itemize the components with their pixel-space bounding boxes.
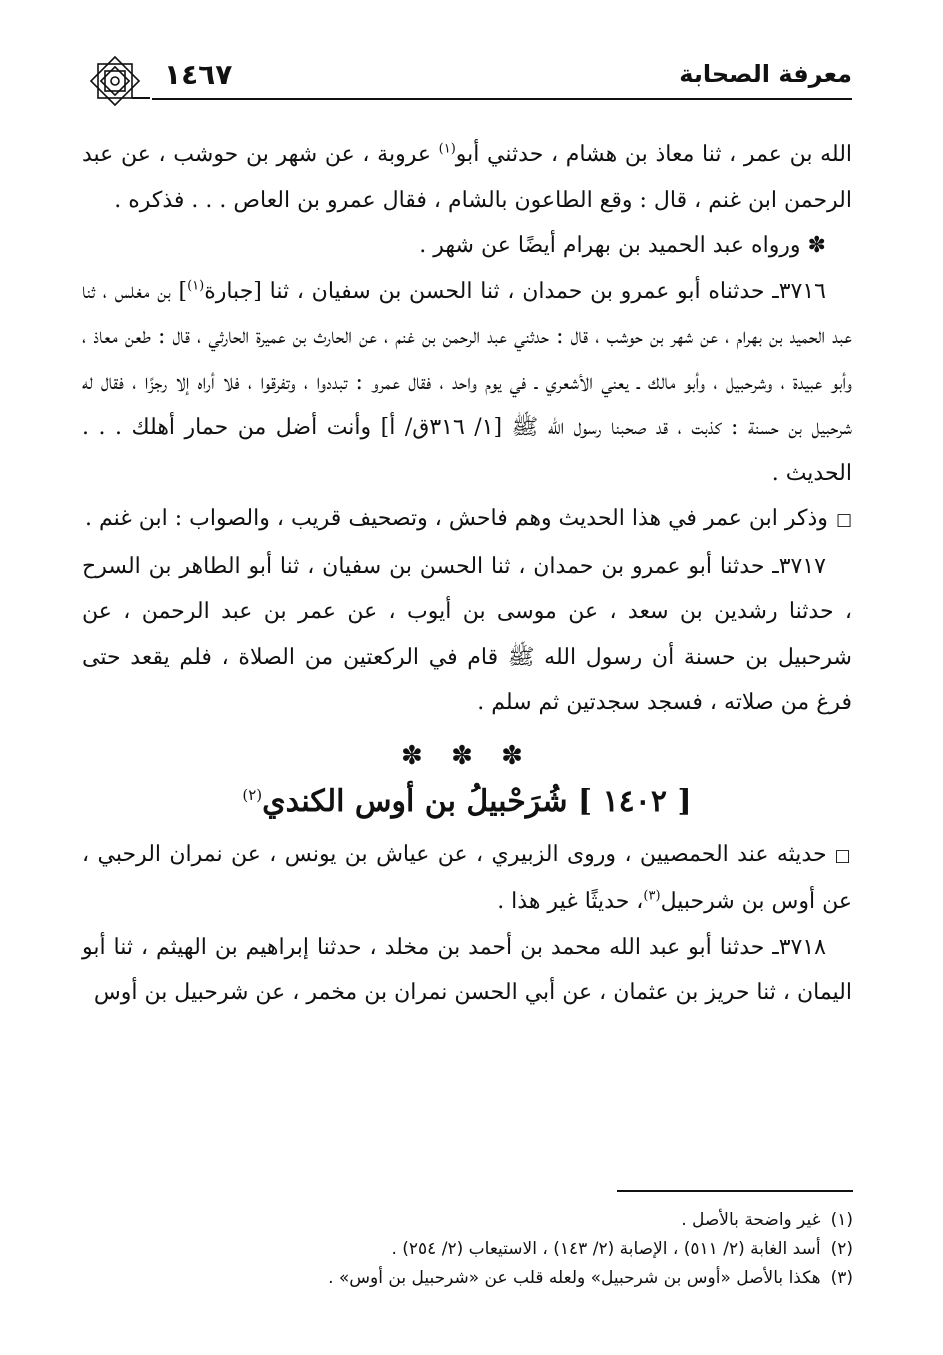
paragraph: الله بن عمر ، ثنا معاذ بن هشام ، حدثني أبو$^{(١)}$ عروبة ، عن شهر بن حوشب ، عن عبد الرحمن ابن غنم ، قال : وقع الطاعون بالشام ، فقال عمرو بن العاص . . . فذكره . [82, 141, 853, 213]
ornament-rosette-icon [80, 56, 150, 106]
footnote-ref: (٢) [242, 785, 263, 804]
paragraph: ✽ ورواه عبد الحميد بن بهرام أيضًا عن شهر . [419, 233, 826, 258]
header-rule [152, 98, 852, 100]
section-divider: ✽ ✽ ✽ [401, 740, 533, 771]
footnote: (٣)هكذا بالأصل «أوس بن شرحبيل» ولعله قلب عن «شرحبيل بن أوس» . [328, 1268, 853, 1288]
page-header [80, 56, 852, 106]
square-marker-icon: □ [834, 845, 852, 866]
footnote-ref: (١) [187, 278, 205, 294]
hadith-3717: ٣٧١٧ـ حدثنا أبو عمرو بن حمدان ، ثنا الحسن بن سفيان ، ثنا أبو الطاهر بن السرح ، حدثنا رشدين بن سعد ، عن موسى بن أيوب ، عن عمر بن عبد الرحمن ، عن شرحبيل بن حسنة أن رسول الله ﷺ قام في الركعتين من الصلاة ، فلم يقعد حتى فرغ من صلاته ، فسجد سجدتين ثم سلم . [82, 553, 853, 715]
hadith-3718: ٣٧١٨ـ حدثنا أبو عبد الله محمد بن أحمد بن مخلد ، حدثنا إبراهيم بن الهيثم ، ثنا أبو اليمان ، ثنا حريز بن عثمان ، عن أبي الحسن نمران بن مخمر ، عن شرحبيل بن أوس [82, 934, 852, 1005]
footnote: (١)غير واضحة بالأصل . [681, 1210, 853, 1230]
footnotes [173, 1206, 853, 1293]
footnote-rule [617, 1190, 853, 1192]
commentary-note: □حديثه عند الحمصيين ، وروى الزبيري ، عن عياش بن يونس ، عن نمران الرحبي ، عن أوس بن شرحبيل$^{(٣)}$، حديثًا غير هذا . [82, 841, 852, 914]
commentary-note: □وذكر ابن عمر في هذا الحديث وهم فاحش ، وتصحيف قريب ، والصواب : ابن غنم . [85, 506, 852, 531]
main-text [82, 132, 852, 1016]
running-title: معرفة الصحابة [679, 60, 852, 88]
footnote-ref: (٣) [643, 888, 661, 904]
page-number: ١٤٦٧ [164, 58, 233, 91]
footnote-ref: (١) [438, 141, 456, 157]
square-marker-icon: □ [835, 510, 852, 530]
hadith-3716: ٣٧١٦ـ حدثناه أبو عمرو بن حمدان ، ثنا الحسن بن سفيان ، ثنا [جبارة$^{(١)}$] بن مغلس ، ثنا عبد الحميد بن بهرام ، عن شهر بن حوشب ، قال : حدثني عبد الرحمن بن غنم ، عن الحارث بن عميرة الحارثي ، قال : طعن معاذ ، وأبو عبيدة ، وشرحبيل ، وأبو مالك ـ يعني الأشعري ـ في يوم واحد ، فقال عمرو : تبددوا ، وتفرقوا ، فلا أراه إلا رجزًا ، فقال له شرحبيل بن حسنة : كذبت ، قد صحبنا رسول الله ﷺ [١/ ٣١٦ق/ أ] وأنت أضل من حمار أهلك . . . الحديث . [82, 278, 852, 486]
section-heading: [ ١٤٠٢ ] شُرَحْبيلُ بن أوس الكندي$^{(٢)}$ [242, 783, 692, 819]
footnote: (٢)أسد الغابة (٢/ ٥١١) ، الإصابة (٢/ ١٤٣) ، الاستيعاب (٢/ ٢٥٤) . [391, 1239, 853, 1259]
